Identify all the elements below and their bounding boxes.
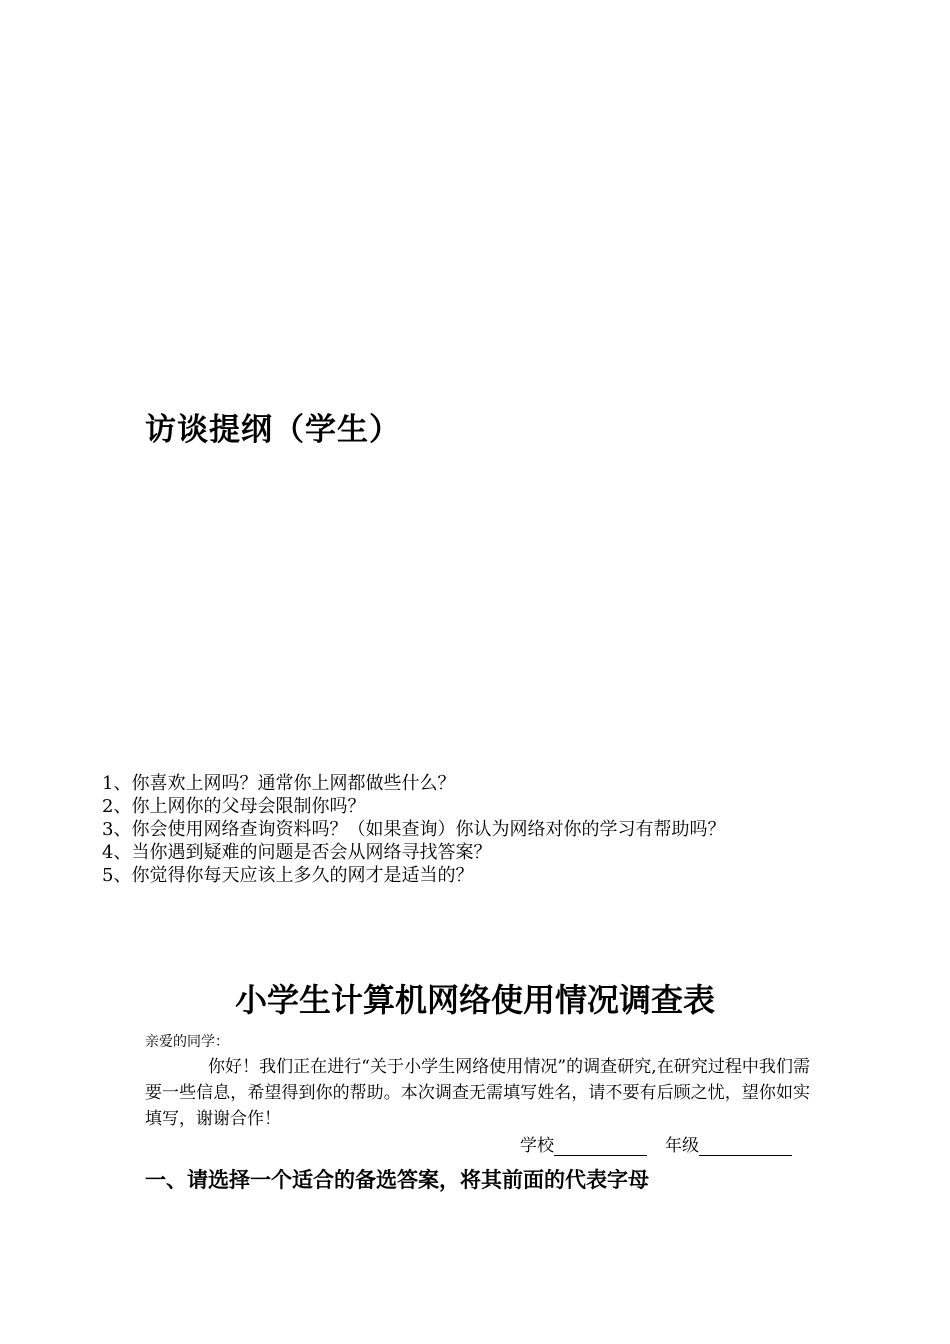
interview-question: 2、你上网你的父母会限制你吗？ <box>102 796 366 817</box>
survey-intro-paragraph: 你好！我们正在进行“关于小学生网络使用情况”的调查研究,在研究过程中我们需要一些信息，希望得到你的帮助。本次调查无需填写姓名，请不要有后顾之忧，望你如实填写，谢谢合作！ <box>145 1057 810 1129</box>
interview-question: 5、你觉得你每天应该上多久的网才是适当的？ <box>102 865 474 886</box>
grade-blank-field[interactable] <box>699 1137 792 1156</box>
interview-question: 4、当你遇到疑难的问题是否会从网络寻找答案？ <box>102 842 492 863</box>
interview-question-list <box>102 772 725 887</box>
school-label: 学校 <box>520 1136 554 1156</box>
grade-label: 年级 <box>665 1136 699 1156</box>
interview-outline-title: 访谈提纲（学生） <box>145 412 401 448</box>
survey-title: 小学生计算机网络使用情况调查表 <box>234 981 715 1019</box>
interview-question: 1、你喜欢上网吗？通常你上网都做些什么？ <box>102 773 456 794</box>
section-1-heading: 一、请选择一个适合的备选答案，将其前面的代表字母 <box>145 1168 649 1192</box>
interview-question: 3、你会使用网络查询资料吗？（如果查询）你认为网络对你的学习有帮助吗？ <box>102 819 726 840</box>
school-blank-field[interactable] <box>554 1137 647 1156</box>
survey-salutation: 亲爱的同学： <box>145 1034 229 1050</box>
school-grade-fill-line <box>520 1131 792 1156</box>
